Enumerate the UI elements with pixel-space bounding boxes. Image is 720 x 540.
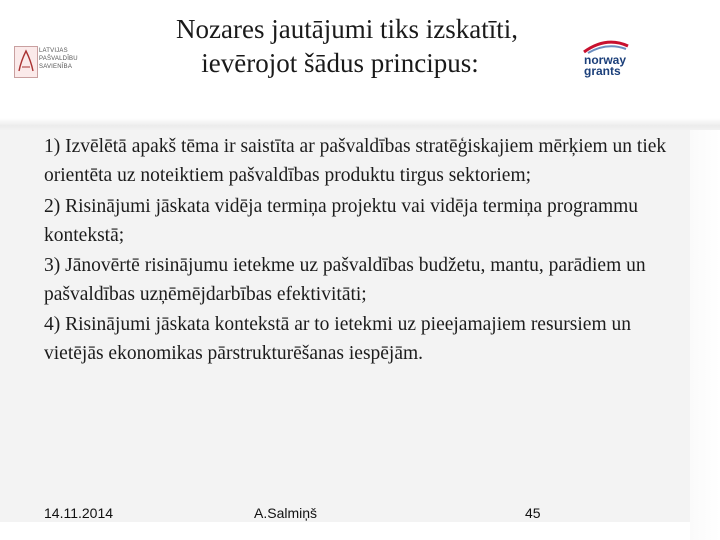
latvian-association-logo bbox=[14, 46, 84, 80]
slide-title bbox=[120, 12, 560, 80]
logo-line: LATVIJAS bbox=[39, 48, 68, 54]
list-item: 3) Jānovērtē risinājumu ietekme uz pašvaldības budžetu, mantu, parādiem un pašvaldības uzņēmējdarbības efektivitāti; bbox=[44, 255, 646, 305]
panel-edge bbox=[690, 130, 720, 540]
norway-grants-logo bbox=[578, 40, 638, 80]
list-item: 1) Izvēlētā apakš tēma ir saistīta ar pašvaldības stratēģiskajiem mērķiem un tiek orientēta uz noteiktiem pašvaldības produktu tirgus sektoriem; bbox=[44, 136, 667, 186]
list-item: 2) Risinājumi jāskata vidēja termiņa projektu vai vidēja termiņa programmu kontekstā; bbox=[44, 196, 639, 246]
footer-date: 14.11.2014 bbox=[44, 505, 114, 521]
page-number: 45 bbox=[525, 505, 541, 521]
title-line-1: Nozares jautājumi tiks izskatīti, bbox=[176, 14, 518, 44]
norway-grants-arc-icon bbox=[582, 40, 632, 54]
principles-list bbox=[44, 132, 684, 368]
logo-word-grants: grants bbox=[584, 64, 621, 78]
logo-word-norway: norway bbox=[584, 53, 627, 67]
logo-text bbox=[39, 47, 89, 71]
footer-author: A.Salmiņš bbox=[254, 505, 318, 521]
emblem-icon bbox=[14, 46, 38, 78]
list-item: 4) Risinājumi jāskata kontekstā ar to ietekmi uz pieejamajiem resursiem un vietējās ekonomikas pārstrukturēšanas iespējām. bbox=[44, 314, 631, 364]
logo-line: PAŠVALDĪBU bbox=[39, 56, 78, 62]
title-line-2: ievērojot šādus principus: bbox=[201, 48, 479, 78]
logo-line: SAVIENĪBA bbox=[39, 64, 73, 70]
